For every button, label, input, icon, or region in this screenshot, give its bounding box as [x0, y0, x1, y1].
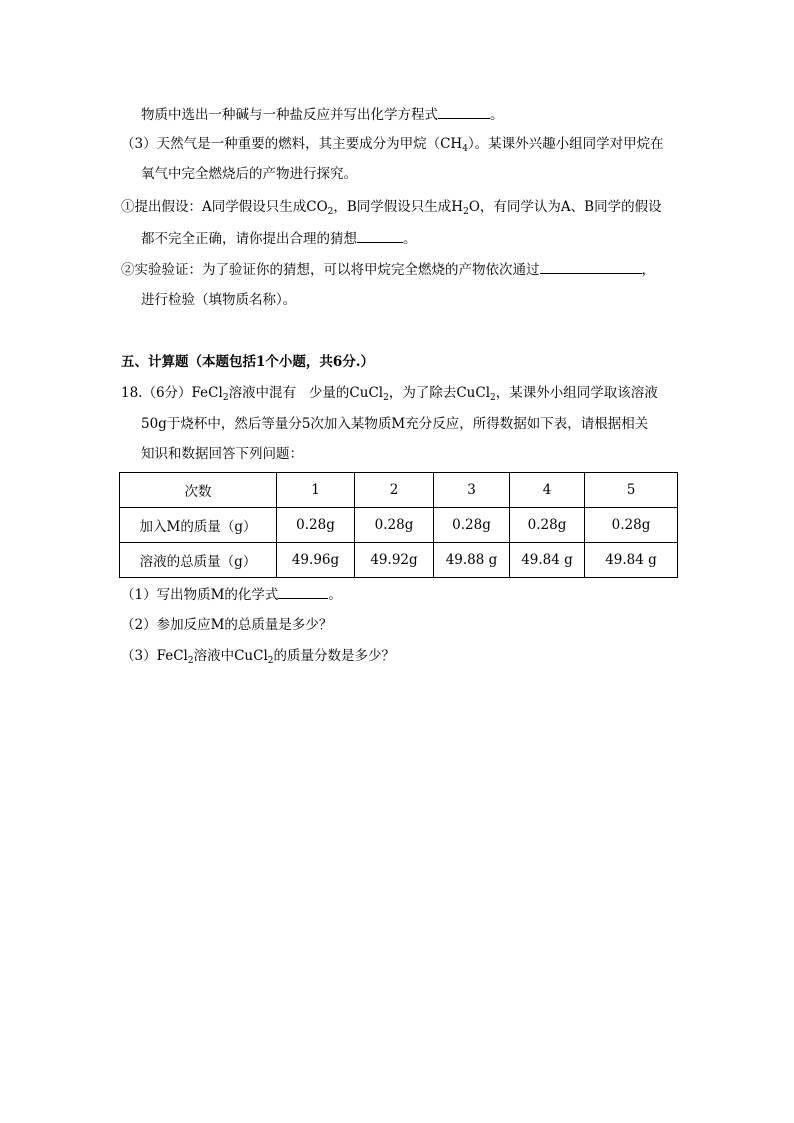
- table-cell: 2: [355, 473, 434, 508]
- sub-question-3: （3）FeCl$_2$溶液中CuCl$_2$的质量分数是多少？: [121, 648, 395, 666]
- table-row: [120, 543, 678, 578]
- paragraph-line: 知识和数据回答下列问题：: [141, 446, 303, 462]
- experiment-line: ②实验验证：为了验证你的猜想，可以将甲烷完全燃烧的产物依次通过 ，: [121, 259, 655, 280]
- table-header-row: [120, 473, 678, 508]
- table-cell: 3: [434, 473, 510, 508]
- table-cell: 0.28g: [510, 508, 585, 543]
- sub-question-2: （2）参加反应M的总质量是多少？: [121, 617, 333, 633]
- table-cell: 0.28g: [277, 508, 355, 543]
- question-18-line: 18.（6分）FeCl$_2$溶液中混有 少量的CuCl$_2$，为了除去CuCl$_2$，某课外小组同学取该溶液: [121, 385, 658, 403]
- paragraph-line: 物质中选出一种碱与一种盐反应并写出化学方程式 。: [141, 104, 504, 125]
- table-cell: 0.28g: [355, 508, 434, 543]
- answer-blank[interactable]: [540, 259, 642, 274]
- sub-question-1: （1）写出物质M的化学式 。: [121, 584, 342, 605]
- table-cell: 溶液的总质量（g）: [120, 543, 277, 578]
- answer-blank[interactable]: [438, 104, 490, 119]
- paragraph-line: 氧气中完全燃烧后的产物进行探究。: [141, 166, 357, 182]
- table-cell: 49.92g: [355, 543, 434, 578]
- data-table: [119, 472, 678, 578]
- table-cell: 49.84 g: [585, 543, 678, 578]
- table-cell: 次数: [120, 473, 277, 508]
- answer-blank[interactable]: [357, 228, 403, 243]
- table-cell: 49.84 g: [510, 543, 585, 578]
- paragraph-line: 都不完全正确，请你提出合理的猜想 。: [141, 228, 417, 249]
- answer-blank[interactable]: [278, 584, 328, 599]
- table-cell: 49.88 g: [434, 543, 510, 578]
- table-cell: 49.96g: [277, 543, 355, 578]
- table-cell: 0.28g: [434, 508, 510, 543]
- table-cell: 4: [510, 473, 585, 508]
- table-cell: 5: [585, 473, 678, 508]
- question-3-line: （3）天然气是一种重要的燃料，其主要成分为甲烷$(CH_4)$。某课外兴趣小组同学对甲烷在: [121, 136, 664, 154]
- table-cell: 0.28g: [585, 508, 678, 543]
- table-cell: 加入M的质量（g）: [120, 508, 277, 543]
- section-heading: 五、计算题（本题包括1个小题，共6分.）: [121, 354, 374, 370]
- table-row: [120, 508, 678, 543]
- hypothesis-line: ①提出假设：A同学假设只生成$CO_2$，B同学假设只生成$H_2O$，有同学认为A、B同学的假设: [121, 199, 662, 217]
- paragraph-line: 50g于烧杯中，然后等量分5次加入某物质M充分反应，所得数据如下表，请根据相关: [141, 416, 649, 432]
- table-cell: 1: [277, 473, 355, 508]
- paragraph-line: 进行检验（填物质名称）。: [141, 292, 297, 308]
